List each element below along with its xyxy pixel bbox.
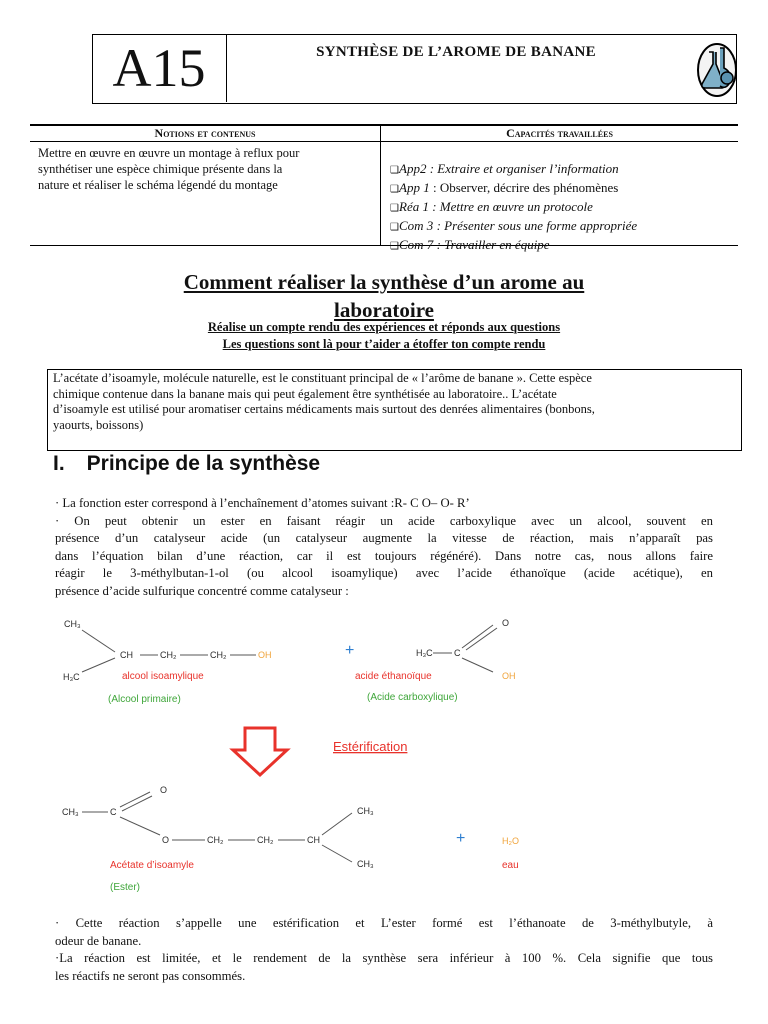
formula-ch3: CH₃ [62,807,79,817]
formula-c: C [110,807,117,817]
table-column-divider [380,124,381,246]
paragraph-1: · La fonction ester correspond à l’enchaînement d’atomes suivant :R- C O– O- R’ · On peut obtenir un ester en faisant réagir un acide carboxylique avec un alcool, souvent en présence d’un catalyseur acide (un catalyseur augmente la vitesse de réaction, mais n’apparaît pas dans l’équation bilan d’une réaction, car il est toujours régénéré). Dans notre cas, nous allons faire réagir le 3-méthylbutan-1-ol (ou alcool isoamylique) avec l’acide éthanoïque (acide acétique), en présence d’acide sulfurique concentré comme catalyseur : [55,496,713,598]
formula-oh: OH [502,671,516,681]
checkbox-icon: ❑ [390,203,399,214]
formula-ch2: CH₂ [257,835,274,845]
formula-ch2: CH₂ [207,835,224,845]
sheet-code: A15 [112,38,206,98]
plus-sign: + [345,642,355,659]
product-ester [62,785,374,893]
notions-line: Mettre en œuvre en œuvre un montage à reflux pour [38,146,300,160]
ester-name: Acétate d’isoamyle [110,860,194,871]
reaction-name: Estérification [333,739,408,754]
sheet-title: SYNTHÈSE DE L’AROME DE BANANE [316,44,596,60]
formula-ch2: CH₂ [160,650,177,660]
capacites-header: Capacités travaillées [506,126,613,140]
main-title: Comment réaliser la synthèse d’un arome au laboratoire [183,270,585,322]
formula-o: O [162,835,170,845]
reactant-class: (Alcool primaire) [108,694,181,705]
plus-sign: + [456,830,466,847]
reactant-alcohol [63,619,272,705]
capacite-item: ❑App2 : Extraire et organiser l’information [390,160,735,179]
notions-line: nature et réaliser le schéma légendé du montage [38,178,278,192]
notions-content [38,145,350,193]
formula-ch: CH [120,650,133,660]
checkbox-icon: ❑ [390,241,399,252]
capacite-item: ❑App 1 : Observer, décrire des phénomènes [390,179,735,198]
notions-line: synthétiser une espèce chimique présente dans la [38,162,283,176]
capacites-list [390,160,735,255]
flask-icon [696,38,738,98]
formula-o: O [502,618,510,628]
water-formula: H₂O [502,836,519,846]
acid-class: (Acide carboxylique) [367,692,458,703]
instructions-line-2: Les questions sont là pour t’aider a étoffer ton compte rendu [222,337,546,351]
formula-c: C [454,648,461,658]
formula-ch3: CH₃ [357,806,374,816]
formula-ch3: CH₃ [357,859,374,869]
reactant-name: alcool isoamylique [122,671,204,682]
table-header-border [30,141,738,142]
formula-h3c: H₃C [63,672,80,682]
checkbox-icon: ❑ [390,184,399,195]
ester-class: (Ester) [110,882,140,893]
intro-text: L’acétate d’isoamyle, molécule naturelle, est le constituant principal de « l’arôme de banane ». Cette espèce chimique contenue dans la banane mais qui peut également être synthétisée au laboratoire.. L’acétate d’isoamyle est utilisé pour aromatiser certains médicaments mais surtout des denrées alimentaires (bonbons, yaourts, boissons) [53,371,595,432]
paragraph-2: · Cette réaction s’appelle une estérification et L’ester formé est l’éthanoate de 3-méthylbutyle, à odeur de banane. ·La réaction est limitée, et le rendement de la synthèse sera inférieur à 100 %. Cela signifie que tous les réactifs ne seront pas consommés. [55,916,713,983]
notions-header: Notions et contenus [154,126,256,140]
capacite-item: ❑Com 3 : Présenter sous une forme appropriée [390,217,735,236]
formula-ch3: CH₃ [64,619,81,629]
formula-h3c: H₃C [416,648,433,658]
capacite-item: ❑Réa 1 : Mettre en œuvre un protocole [390,198,735,217]
instructions-line-1: Réalise un compte rendu des expériences et réponds aux questions [207,320,561,334]
formula-ch2: CH₂ [210,650,227,660]
checkbox-icon: ❑ [390,165,399,176]
reaction-scheme [0,600,768,900]
section-number: I. [53,452,65,475]
formula-oh: OH [258,650,272,660]
section-title: Principe de la synthèse [86,452,321,475]
formula-o: O [160,785,168,795]
capacite-item: ❑Com 7 : Travailler en équipe [390,236,735,255]
formula-ch: CH [307,835,320,845]
acid-name: acide éthanoïque [355,671,432,682]
checkbox-icon: ❑ [390,222,399,233]
water-name: eau [502,860,519,871]
reactant-acid [355,618,516,703]
section-heading [53,452,320,476]
reaction-arrow-icon [233,728,287,775]
